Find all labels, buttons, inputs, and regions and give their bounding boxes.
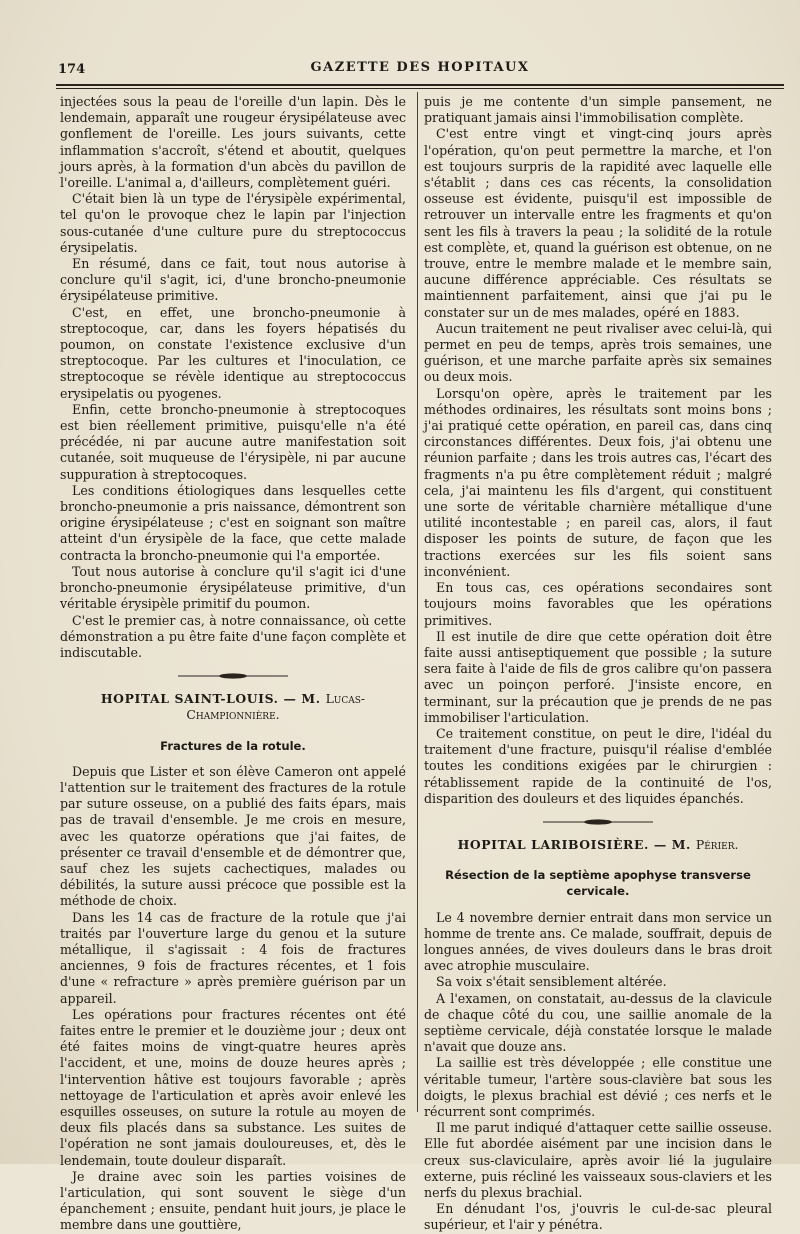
paragraph: Enfin, cette broncho-pneumonie à streptocoques est bien réellement primitive, puisqu'elle n'a été précédée, ni par aucune autre manifestation soit cutanée, soit muqueuse de l'érysipèle, ni par aucune suppuration à streptocoques. (60, 401, 406, 482)
paragraph: La saillie est très développée ; elle constitue une véritable tumeur, l'artère sous-clavière bat sous les doigts, le plexus brachial est dévié ; ces nerfs et le récurrent sont comprimés. (424, 1055, 772, 1119)
section-title: Fractures de la rotule. (160, 738, 306, 753)
paragraph: En tous cas, ces opérations secondaires sont toujours moins favorables que les opérations primitives. (424, 580, 772, 628)
hospital-doctor: Périer. (695, 836, 739, 852)
paragraph: puis je me contente d'un simple pansement, ne pratiquant jamais ainsi l'immobilisation complète. (424, 94, 772, 126)
section-ornament (178, 671, 288, 681)
right-column (424, 94, 772, 1234)
paragraph: Les conditions étiologiques dans lesquelles cette broncho-pneumonie a pris naissance, démontrent son origine érysipélateuse ; c'est en soignant son maître atteint d'un érysipèle de la face, que cette malade contracta la broncho-pneumonie qui l'a emportée. (60, 482, 406, 563)
section-title: Résection de la septième apophyse transverse cervicale. (445, 868, 751, 899)
paragraph: Dans les 14 cas de fracture de la rotule que j'ai traités par l'ouverture large du genou et la suture métallique, il s'agissait : 4 fois de fractures anciennes, 9 fois de fractures récentes, et 1 fois d'une « refracture » après première guérison par un appareil. (60, 909, 406, 1006)
paragraph: C'est le premier cas, à notre connaissance, où cette démonstration a pu être faite d'une façon complète et indiscutable. (60, 612, 406, 660)
hospital-heading (424, 837, 772, 853)
paragraph: injectées sous la peau de l'oreille d'un lapin. Dès le lendemain, apparaît une rougeur érysipélateuse avec gonflement de l'oreille. Les jours suivants, cette inflammation s'accroît, s'étend et aboutit, quelques jours après, à la formation d'un abcès du pavillon de l'oreille. L'animal a, d'ailleurs, complètement guéri. (60, 94, 406, 191)
paragraph: Depuis que Lister et son élève Cameron ont appelé l'attention sur le traitement des fractures de la rotule par suture osseuse, on a publié des faits épars, mais pas de travail d'ensemble. Je me crois en mesure, avec les quatorze opérations que j'ai faites, de présenter ce travail d'ensemble et de démontrer que, sauf chez les sujets cachectiques, malades ou débilités, la suture aussi précoce que possible est la méthode de choix. (60, 763, 406, 909)
column-divider (417, 92, 418, 1112)
paragraph: Ce traitement constitue, on peut le dire, l'idéal du traitement d'une fracture, puisqu'il réalise d'emblée toutes les conditions exigées par le chirurgien : rétablissement rapide de la continuité de l'os, disparition des douleurs et des liquides épanchés. (424, 725, 772, 806)
paragraph: C'était bien là un type de l'érysipèle expérimental, tel qu'on le provoque chez le lapin par l'injection sous-cutanée d'une culture pure du streptococcus érysipelatis. (60, 191, 406, 255)
header-rule-thin (56, 88, 784, 89)
left-column (60, 94, 406, 1234)
paragraph: A l'examen, on constatait, au-dessus de la clavicule de chaque côté du cou, une saillie anomale de la septième cervicale, déjà constatée lorsque le malade n'avait que douze ans. (424, 990, 772, 1055)
paragraph: Lorsqu'on opère, après le traitement par les méthodes ordinaires, les résultats sont moins bons ; j'ai pratiqué cette opération, en pareil cas, dans cinq circonstances différentes. Deux fois, j'ai obtenu une réunion parfaite ; dans les trois autres cas, l'écart des fragments n'a pu être complètement réduit ; malgré cela, j'ai maintenu les fils d'argent, qui constituent une sorte de véritable charnière métallique d'une utilité incontestable ; en pareil cas, alors, il faut disposer les points de suture, de façon que les tractions exercées sur les fils soient sans inconvénient. (424, 385, 772, 579)
paragraph: Aucun traitement ne peut rivaliser avec celui-là, qui permet en peu de temps, après trois semaines, une guérison, et une marche parfaite après six semaines ou deux mois. (424, 320, 772, 385)
paragraph: En résumé, dans ce fait, tout nous autorise à conclure qu'il s'agit, ici, d'une broncho-pneumonie érysipélateuse primitive. (60, 256, 406, 304)
hospital-heading (60, 691, 406, 723)
hospital-doctor: Lucas-Championnière. (186, 691, 366, 723)
paragraph: C'est entre vingt et vingt-cinq jours après l'opération, qu'on peut permettre la marche, et l'on est toujours surpris de la rapidité avec laquelle elle s'établit ; dans ces cas récents, la consolidation osseuse est évidente, puisqu'il est impossible de retrouver un intervalle entre les fragments et qu'on sent les fils à travers la peau ; la solidité de la rotule est complète, et, quand la guérison est obtenue, on ne trouve, entre le membre malade et le membre sain, aucune différence appréciable. Ces résultats se maintiennent parfaitement, ainsi que j'ai pu le constater sur un de mes malades, opéré en 1883. (424, 126, 772, 320)
header-rule (56, 84, 784, 86)
paragraph: C'est, en effet, une broncho-pneumonie à streptocoque, car, dans les foyers hépatisés du poumon, on constate l'existence exclusive d'un streptocoque. Par les cultures et l'inoculation, ce streptocoque se révèle identique au streptococcus erysipelatis ou pyogenes. (60, 304, 406, 401)
paragraph: Il est inutile de dire que cette opération doit être faite aussi antiseptiquement que possible ; la suture sera faite à l'aide de fils de gros calibre qu'on passera avec un poinçon perforé. J'insiste encore, en terminant, sur la précaution que je prends de ne pas immobiliser l'articulation. (424, 628, 772, 725)
paragraph: En dénudant l'os, j'ouvris le cul-de-sac pleural supérieur, et l'air y pénétra. (424, 1201, 772, 1233)
hospital-name: HOPITAL LARIBOISIÈRE. — M. (457, 836, 691, 852)
section-ornament (543, 817, 653, 827)
paragraph: Il me parut indiqué d'attaquer cette saillie osseuse. Elle fut abordée aisément par une incision dans le creux sus-claviculaire, après avoir lié la jugulaire externe, puis récliné les vaisseaux sous-claviers et les nerfs du plexus brachial. (424, 1120, 772, 1200)
paragraph: Tout nous autorise à conclure qu'il s'agit ici d'une broncho-pneumonie érysipélateuse primitive, d'un véritable érysipèle primitif du poumon. (60, 563, 406, 612)
page-header (58, 56, 782, 82)
paragraph: Sa voix s'était sensiblement altérée. (436, 974, 667, 990)
page-number: 174 (58, 62, 86, 77)
paragraph: Les opérations pour fractures récentes ont été faites entre le premier et le douzième jour ; deux ont été faites moins de vingt-quatre heures après l'accident, et une, moins de douze heures après ; l'intervention hâtive est toujours favorable ; après nettoyage de l'articulation et après avoir enlevé les esquilles osseuses, on suture la rotule au moyen de deux fils placés dans sa substance. Les suites de l'opération ne sont jamais douloureuses, et, dès le lendemain, toute douleur disparaît. (60, 1006, 406, 1168)
journal-title: GAZETTE DES HOPITAUX (310, 60, 530, 75)
hospital-name: HOPITAL SAINT-LOUIS. — M. (100, 691, 321, 707)
paragraph: Je draine avec soin les parties voisines de l'articulation, qui sont souvent le siège d'un épanchement ; ensuite, pendant huit jours, je place le membre dans une gouttière, (60, 1168, 406, 1233)
paragraph: Le 4 novembre dernier entrait dans mon service un homme de trente ans. Ce malade, souffrait, depuis de longues années, de vives douleurs dans le bras droit avec atrophie musculaire. (424, 909, 772, 974)
